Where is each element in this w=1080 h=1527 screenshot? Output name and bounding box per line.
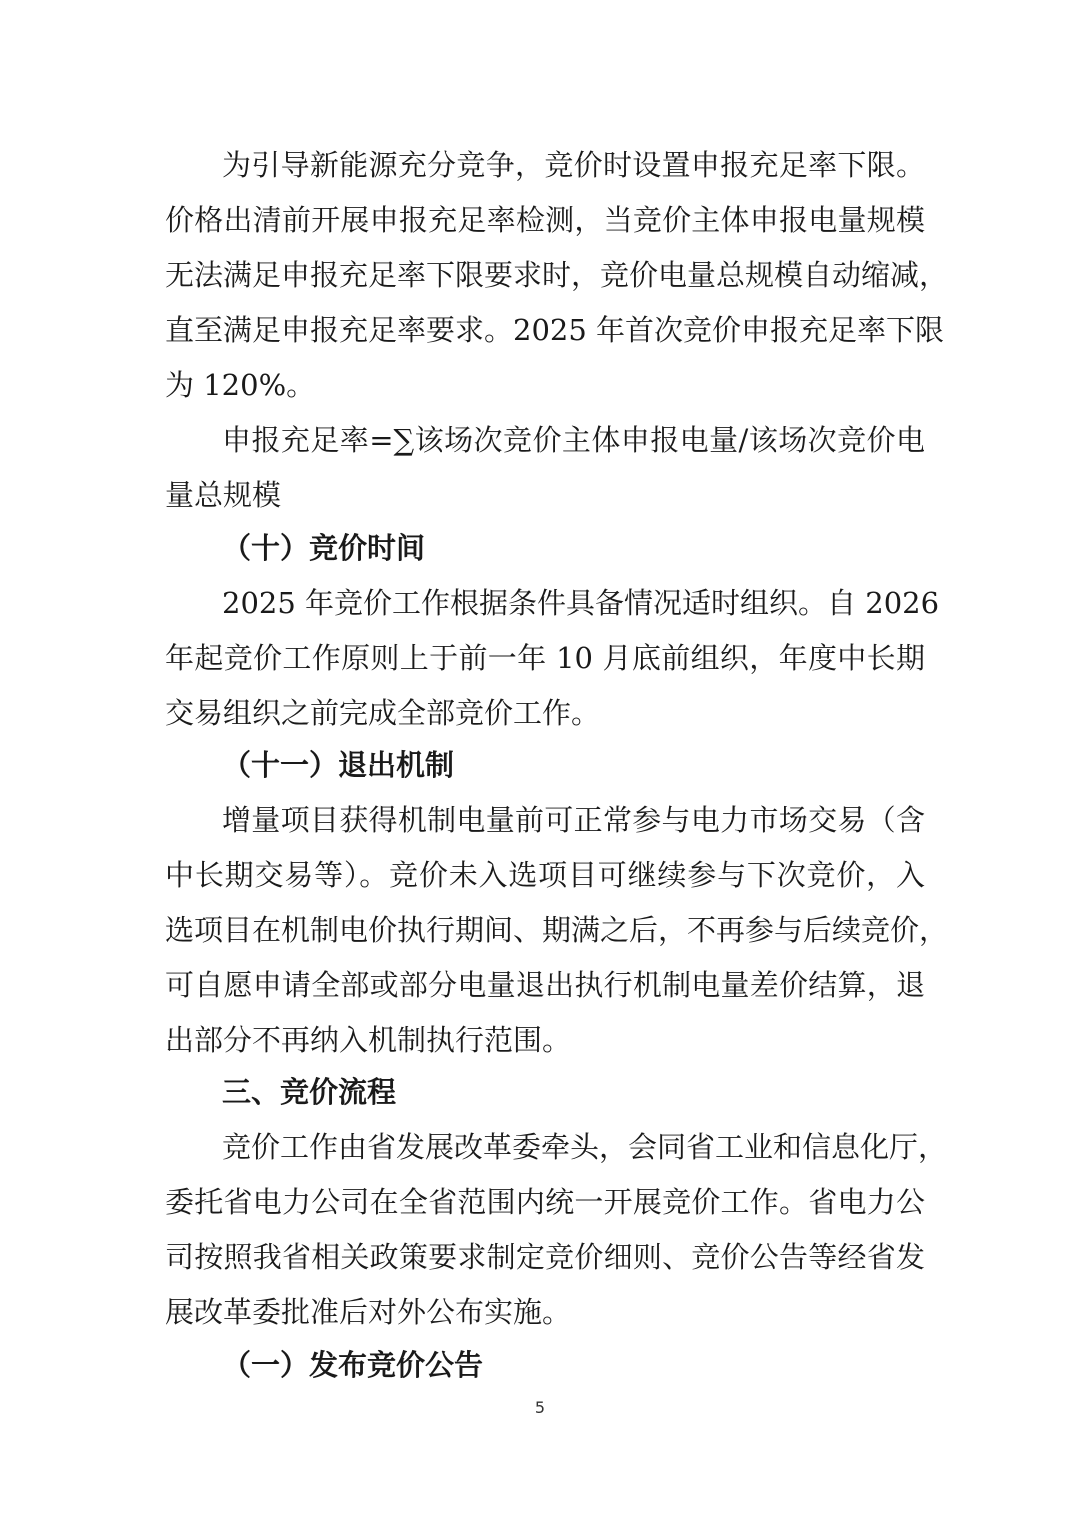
paragraph-line: 无法满足申报充足率下限要求时，竞价电量总规模自动缩减， <box>165 258 949 292</box>
formula-line: 申报充足率=∑该场次竞价主体申报电量/该场次竞价电 <box>222 423 925 457</box>
paragraph-line: 可自愿申请全部或部分电量退出执行机制电量差价结算，退 <box>165 968 925 1002</box>
paragraph-line: 增量项目获得机制电量前可正常参与电力市场交易（含 <box>222 803 925 837</box>
paragraph-line: 选项目在机制电价执行期间、期满之后，不再参与后续竞价， <box>165 913 949 947</box>
section-heading: （十一）退出机制 <box>222 748 455 782</box>
page-number: 5 <box>534 1398 546 1417</box>
paragraph-line: 价格出清前开展申报充足率检测，当竞价主体申报电量规模 <box>165 203 925 237</box>
paragraph-line: 年起竞价工作原则上于前一年 10 月底前组织，年度中长期 <box>165 641 925 675</box>
paragraph-line: 委托省电力公司在全省范围内统一开展竞价工作。省电力公 <box>165 1185 925 1219</box>
paragraph-line: 为引导新能源充分竞争，竞价时设置申报充足率下限。 <box>222 148 925 182</box>
paragraph-line: 出部分不再纳入机制执行范围。 <box>165 1023 572 1057</box>
paragraph-line: 展改革委批准后对外公布实施。 <box>165 1295 572 1329</box>
paragraph-line: 司按照我省相关政策要求制定竞价细则、竞价公告等经省发 <box>165 1240 925 1274</box>
section-heading: （十）竞价时间 <box>222 531 426 565</box>
part-heading: 三、竞价流程 <box>222 1075 397 1109</box>
section-heading: （一）发布竞价公告 <box>222 1348 484 1382</box>
paragraph-line: 交易组织之前完成全部竞价工作。 <box>165 696 601 730</box>
paragraph-line: 2025 年竞价工作根据条件具备情况适时组织。自 2026 <box>222 586 940 620</box>
paragraph-line: 中长期交易等）。竞价未入选项目可继续参与下次竞价，入 <box>165 858 925 892</box>
paragraph-line: 竞价工作由省发展改革委牵头，会同省工业和信息化厅， <box>222 1130 948 1164</box>
paragraph-line: 为 120%。 <box>165 368 316 402</box>
formula-line: 量总规模 <box>165 478 282 512</box>
paragraph-line: 直至满足申报充足率要求。2025 年首次竞价申报充足率下限 <box>165 313 945 347</box>
